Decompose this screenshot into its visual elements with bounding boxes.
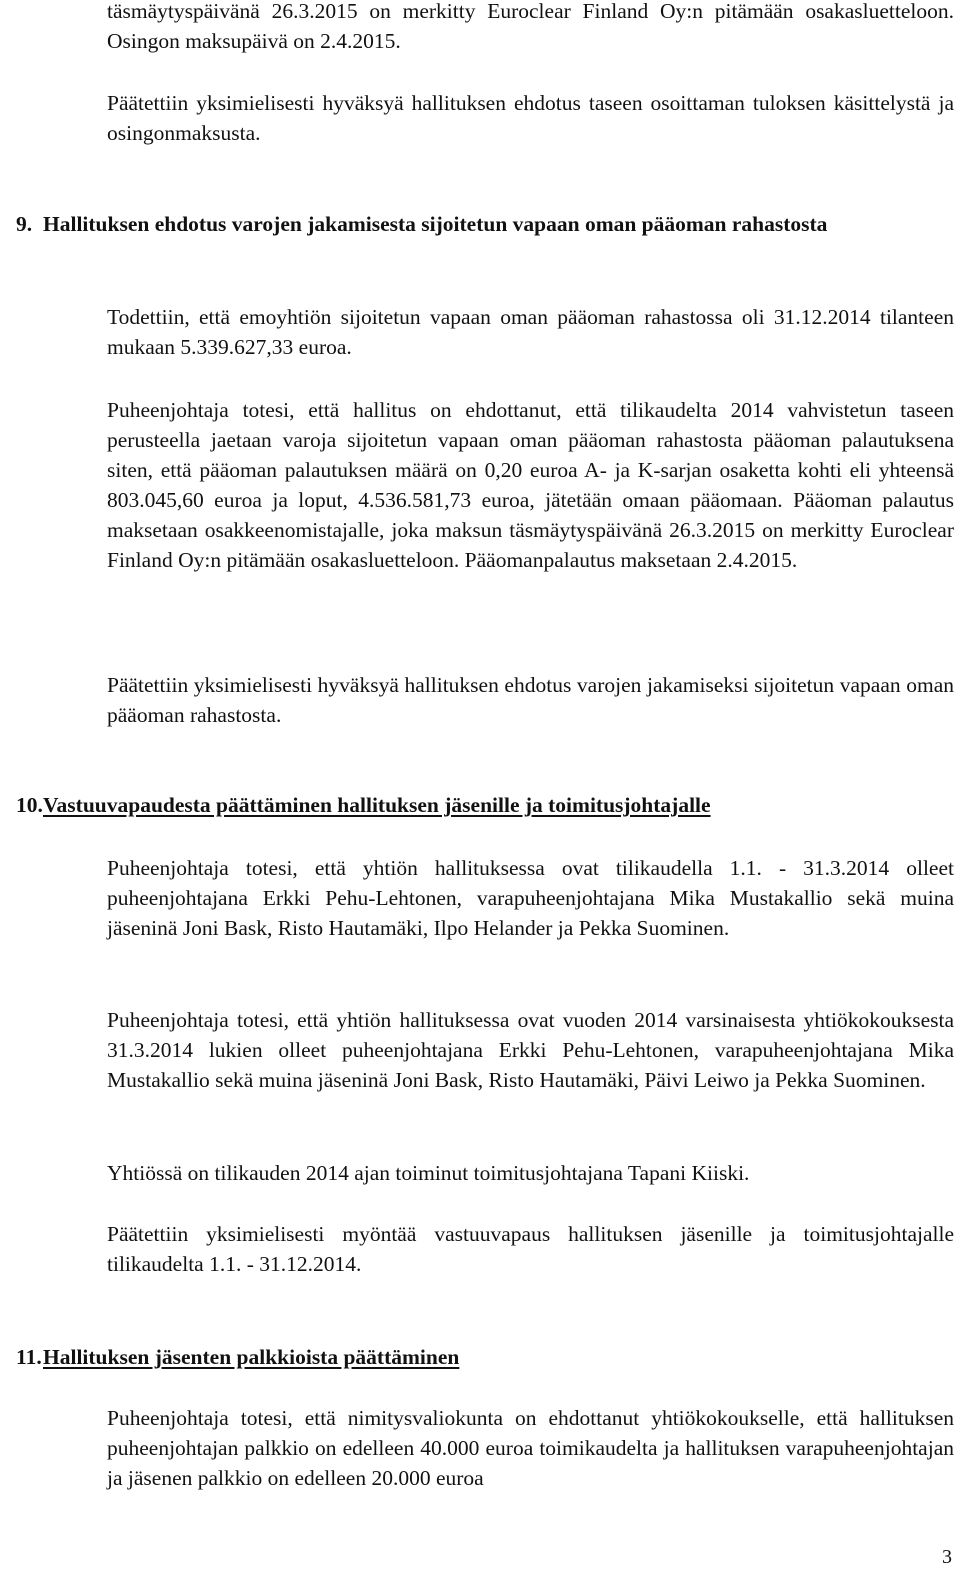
section-10-number: 10. bbox=[16, 793, 43, 817]
section-11-paragraph-1: Puheenjohtaja totesi, että nimitysvaliokunta on ehdottanut yhtiökokoukselle, että hallituksen puheenjohtajan palkkio on edelleen 40.000 euroa toimikaudelta ja hallituksen varapuheenjohtajan ja jäsenen palkkio on edelleen 20.000 euroa bbox=[107, 1406, 954, 1490]
section-10-paragraph-4: Päätettiin yksimielisesti myöntää vastuuvapaus hallituksen jäsenille ja toimitusjohtajalle tilikaudelta 1.1. - 31.12.2014. bbox=[107, 1222, 954, 1276]
section-11-number: 11. bbox=[16, 1345, 42, 1369]
paragraph-dividend-decision: Päätettiin yksimielisesti hyväksyä hallituksen ehdotus taseen osoittaman tuloksen käsittelystä ja osingonmaksusta. bbox=[107, 91, 954, 145]
section-9-heading bbox=[16, 209, 954, 240]
section-10-paragraph-1: Puheenjohtaja totesi, että yhtiön hallituksessa ovat tilikaudella 1.1. - 31.3.2014 olleet puheenjohtajana Erkki Pehu-Lehtonen, varapuheenjohtajana Mika Mustakallio sekä muina jäseninä Joni Bask, Risto Hautamäki, Ilpo Helander ja Pekka Suominen. bbox=[107, 856, 954, 940]
section-9-paragraph-3: Päätettiin yksimielisesti hyväksyä hallituksen ehdotus varojen jakamiseksi sijoitetun vapaan oman pääoman rahastosta. bbox=[107, 673, 954, 727]
section-11-title: Hallituksen jäsenten palkkioista päättäminen bbox=[43, 1345, 460, 1369]
section-11-heading bbox=[16, 1342, 954, 1373]
page-number: 3 bbox=[942, 1546, 952, 1568]
section-10-title: Vastuuvapaudesta päättäminen hallituksen jäsenille ja toimitusjohtajalle bbox=[43, 793, 711, 817]
section-10-paragraph-3: Yhtiössä on tilikauden 2014 ajan toiminut toimitusjohtajana Tapani Kiiski. bbox=[107, 1161, 750, 1185]
section-9-paragraph-1: Todettiin, että emoyhtiön sijoitetun vapaan oman pääoman rahastossa oli 31.12.2014 tilanteen mukaan 5.339.627,33 euroa. bbox=[107, 305, 954, 359]
section-9-number: 9. bbox=[16, 212, 33, 236]
section-10-heading bbox=[16, 790, 954, 821]
section-9-paragraph-2: Puheenjohtaja totesi, että hallitus on ehdottanut, että tilikaudelta 2014 vahvistetun taseen perusteella jaetaan varoja sijoitetun vapaan oman pääoman rahastosta pääoman palautuksena siten, että pääoman palautuksen määrä on 0,20 euroa A- ja K-sarjan osaketta kohti eli yhteensä 803.045,60 euroa ja loput, 4.536.581,73 euroa, jätetään omaan pääomaan. Pääoman palautus maksetaan osakkeenomistajalle, joka maksun täsmäytyspäivänä 26.3.2015 on merkitty Euroclear Finland Oy:n pitämään osakasluetteloon. Pääomanpalautus maksetaan 2.4.2015. bbox=[107, 398, 954, 572]
section-9-title: Hallituksen ehdotus varojen jakamisesta sijoitetun vapaan oman pääoman rahastosta bbox=[43, 212, 828, 236]
paragraph-record-date: täsmäytyspäivänä 26.3.2015 on merkitty Euroclear Finland Oy:n pitämään osakasluetteloon. Osingon maksupäivä on 2.4.2015. bbox=[107, 0, 954, 53]
section-10-paragraph-2: Puheenjohtaja totesi, että yhtiön hallituksessa ovat vuoden 2014 varsinaisesta yhtiökokouksesta 31.3.2014 lukien olleet puheenjohtajana Erkki Pehu-Lehtonen, varapuheenjohtajana Mika Mustakallio sekä muina jäseninä Joni Bask, Risto Hautamäki, Päivi Leiwo ja Pekka Suominen. bbox=[107, 1008, 954, 1092]
